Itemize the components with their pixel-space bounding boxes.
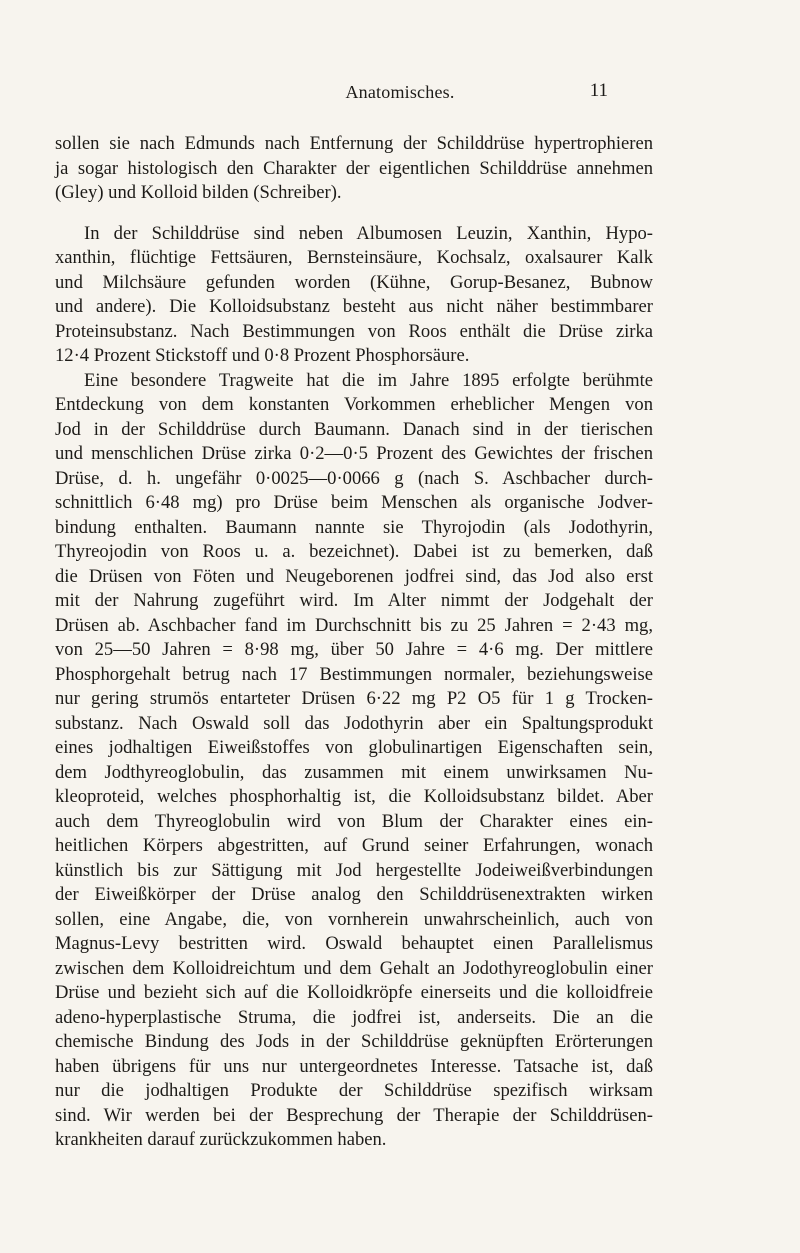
text-line: kleoproteid, welches phosphorhaltig ist, die Kolloidsubstanz bildet. Aber [55, 786, 653, 807]
text-line: bindung enthalten. Baumann nannte sie Thyrojodin (als Jodothyrin, [55, 516, 653, 538]
text-line: zwischen dem Kolloidreichtum und dem Gehalt an Jodothyreoglobulin einer [55, 957, 653, 979]
text-line: Drüse, d. h. ungefähr 0·0025—0·0066 g (nach S. Aschbacher durch- [55, 467, 653, 489]
text-line: xanthin, flüchtige Fettsäuren, Bernsteinsäure, Kochsalz, oxalsaurer Kalk [55, 247, 653, 268]
text-line: 12·4 Prozent Stickstoff und 0·8 Prozent Phosphorsäure. [55, 345, 470, 366]
text-line: sollen sie nach Edmunds nach Entfernung der Schilddrüse hypertrophieren [55, 133, 653, 154]
text-line: Eine besondere Tragweite hat die im Jahre 1895 erfolgte berühmte [84, 369, 653, 391]
text-line: Jod in der Schilddrüse durch Baumann. Danach sind in der tierischen [55, 418, 653, 440]
text-line: mit der Nahrung zugeführt wird. Im Alter nimmt der Jodgehalt der [55, 590, 653, 611]
text-line: eines jodhaltigen Eiweißstoffes von globulinartigen Eigenschaften sein, [55, 737, 653, 758]
text-line: krankheiten darauf zurückzukommen haben. [55, 1129, 387, 1150]
text-line: auch dem Thyreoglobulin wird von Blum der Charakter eines ein- [55, 810, 653, 832]
text-line: und andere). Die Kolloidsubstanz besteht aus nicht näher bestimmbarer [55, 296, 653, 317]
text-line: nur gering strumös entarteter Drüsen 6·22 mg P2 O5 für 1 g Trocken- [55, 688, 653, 709]
text-line: sind. Wir werden bei der Besprechung der Therapie der Schilddrüsen- [55, 1104, 653, 1126]
text-line: Proteinsubstanz. Nach Bestimmungen von Roos enthält die Drüse zirka [55, 320, 653, 342]
text-line: adeno-hyperplastische Struma, die jodfrei ist, anderseits. Die an die [55, 1006, 653, 1028]
text-line: nur die jodhaltigen Produkte der Schilddrüse spezifisch wirksam [55, 1080, 653, 1101]
text-line: haben übrigens für uns nur untergeordnetes Interesse. Tatsache ist, daß [55, 1055, 653, 1077]
text-line: schnittlich 6·48 mg) pro Drüse beim Menschen als organische Jodver- [55, 492, 653, 513]
paragraph-gap [55, 206, 653, 222]
text-line: und menschlichen Drüse zirka 0·2—0·5 Prozent des Gewichtes der frischen [55, 443, 653, 464]
text-line: ja sogar histologisch den Charakter der eigentlichen Schilddrüse annehmen [55, 157, 653, 179]
text-line: In der Schilddrüse sind neben Albumosen Leuzin, Xanthin, Hypo- [84, 222, 653, 244]
running-head: Anatomisches. [345, 82, 455, 102]
body-text [55, 132, 653, 1153]
text-line: Thyreojodin von Roos u. a. bezeichnet). Dabei ist zu bemerken, daß [55, 541, 653, 562]
text-line: Magnus-Levy bestritten wird. Oswald behauptet einen Parallelismus [55, 933, 653, 954]
text-line: Drüsen ab. Aschbacher fand im Durchschnitt bis zu 25 Jahren = 2·43 mg, [55, 614, 653, 636]
page-number: 11 [589, 80, 608, 101]
text-line: Phosphorgehalt betrug nach 17 Bestimmungen normaler, beziehungsweise [55, 663, 653, 685]
text-line: von 25—50 Jahren = 8·98 mg, über 50 Jahre = 4·6 mg. Der mittlere [55, 639, 653, 660]
text-line: die Drüsen von Föten und Neugeborenen jodfrei sind, das Jod also erst [55, 565, 653, 587]
text-line: Drüse und bezieht sich auf die Kolloidkröpfe einerseits und die kolloidfreie [55, 982, 653, 1003]
text-line: der Eiweißkörper der Drüse analog den Schilddrüsenextrakten wirken [55, 884, 653, 905]
text-line: (Gley) und Kolloid bilden (Schreiber). [55, 182, 342, 203]
text-line: künstlich bis zur Sättigung mit Jod hergestellte Jodeiweißverbindungen [55, 859, 653, 881]
text-line: heitlichen Körpers abgestritten, auf Grund seiner Erfahrungen, wonach [55, 835, 653, 856]
text-line: dem Jodthyreoglobulin, das zusammen mit einem unwirksamen Nu- [55, 761, 653, 783]
text-line: substanz. Nach Oswald soll das Jodothyrin aber ein Spaltungsprodukt [55, 712, 653, 734]
text-line: Entdeckung von dem konstanten Vorkommen erheblicher Mengen von [55, 394, 653, 415]
text-line: und Milchsäure gefunden worden (Kühne, Gorup-Besanez, Bubnow [55, 271, 653, 293]
text-line: sollen, eine Angabe, die, von vornherein unwahrscheinlich, auch von [55, 908, 653, 930]
text-line: chemische Bindung des Jods in der Schilddrüse geknüpften Erörterungen [55, 1031, 653, 1052]
